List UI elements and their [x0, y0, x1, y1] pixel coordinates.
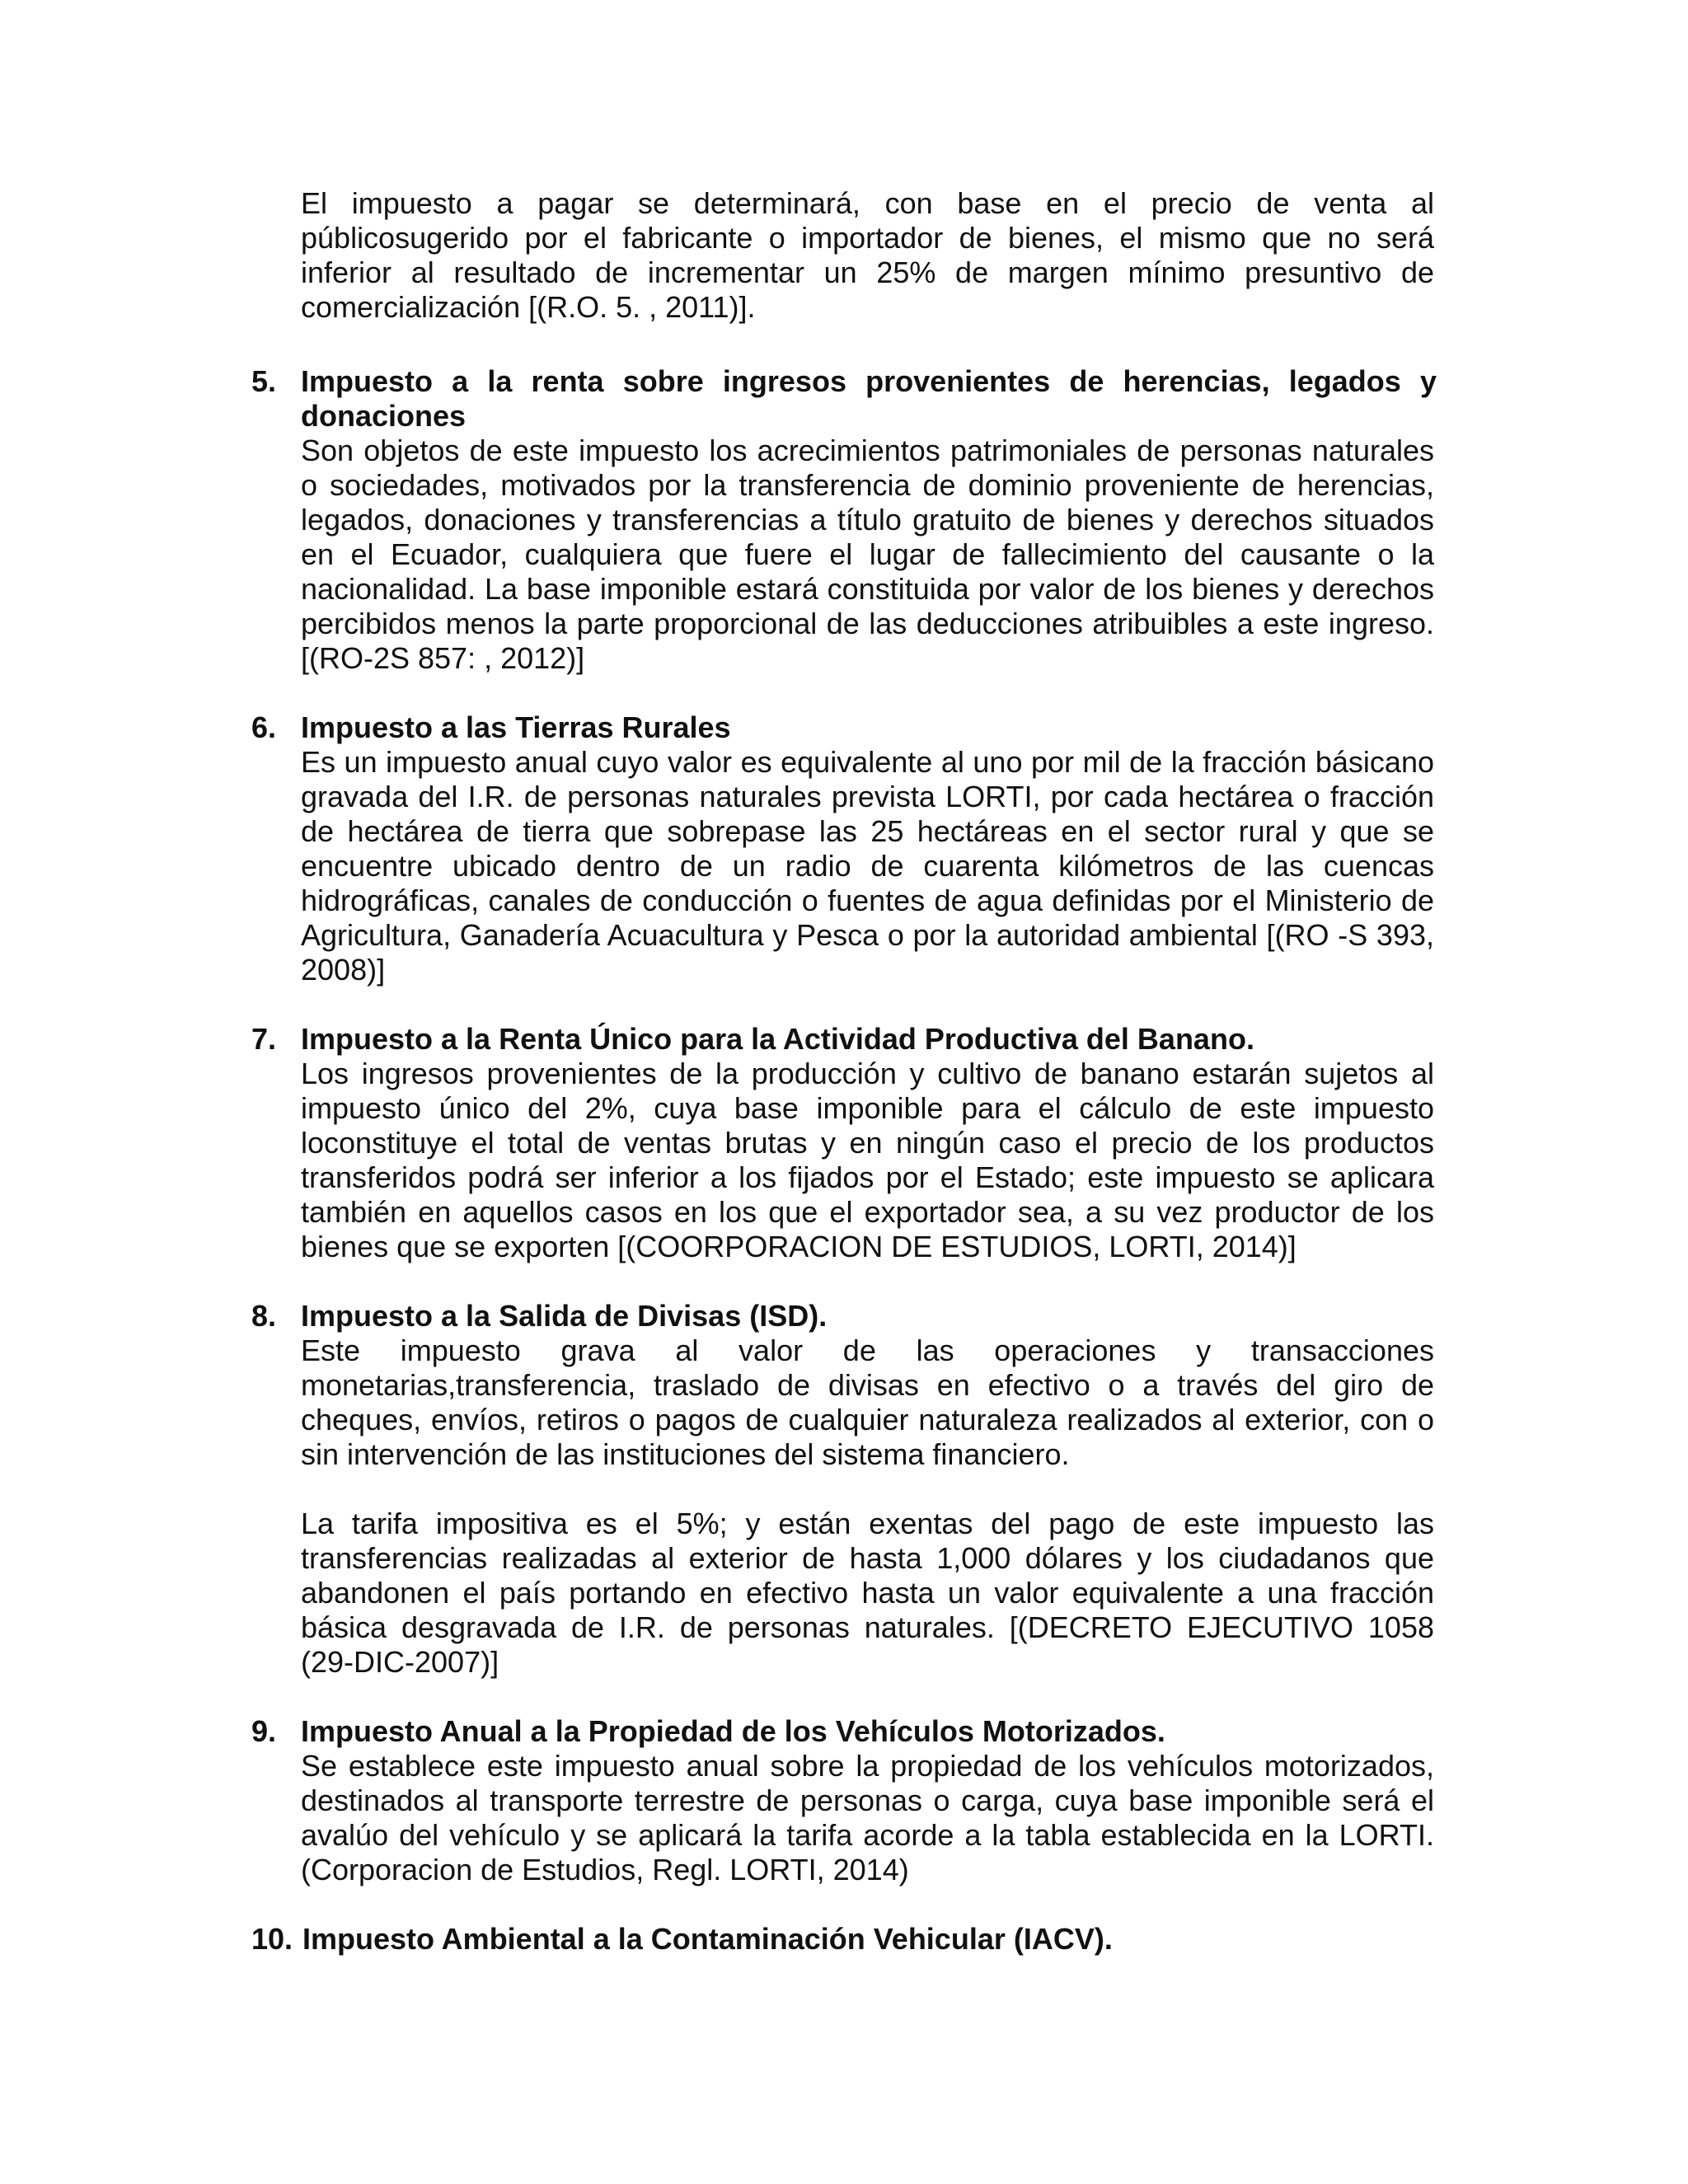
section-title: Impuesto Anual a la Propiedad de los Vehículos Motorizados.: [301, 1714, 1165, 1748]
section-heading-7: [251, 1022, 1438, 1057]
section-title: Impuesto a la renta sobre ingresos provenientes de herencias, legados y donaciones: [301, 364, 1437, 433]
section-title: Impuesto a la Salida de Divisas (ISD).: [301, 1299, 828, 1333]
section-number: 6.: [251, 710, 277, 744]
section-8-paragraph-1: Este impuesto grava al valor de las operaciones y transacciones monetarias,transferencia, traslado de divisas en efectivo o a través del giro de cheques, envíos, retiros o pagos de cualquier naturaleza realizados al exterior, con o sin intervención de las instituciones del sistema financiero.: [301, 1333, 1434, 1471]
section-heading-10: [251, 1922, 1438, 1957]
section-number: 8.: [251, 1299, 277, 1333]
section-6-paragraph: Es un impuesto anual cuyo valor es equivalente al uno por mil de la fracción básicano gravada del I.R. de personas naturales prevista LORTI, por cada hectárea o fracción de hectárea de tierra que sobrepase las 25 hectáreas en el sector rural y que se encuentre ubicado dentro de un radio de cuarenta kilómetros de las cuencas hidrográficas, canales de conducción o fuentes de agua definidas por el Ministerio de Agricultura, Ganadería Acuacultura y Pesca o por la autoridad ambiental [(RO -S 393, 2008)]: [301, 745, 1434, 987]
intro-paragraph: El impuesto a pagar se determinará, con base en el precio de venta al públicosugerido por el fabricante o importador de bienes, el mismo que no será inferior al resultado de incrementar un 25% de margen mínimo presuntivo de comercialización [(R.O. 5. , 2011)].: [301, 186, 1434, 324]
section-5-paragraph: Son objetos de este impuesto los acrecimientos patrimoniales de personas naturales o sociedades, motivados por la transferencia de dominio proveniente de herencias, legados, donaciones y transferencias a título gratuito de bienes y derechos situados en el Ecuador, cualquiera que fuere el lugar de fallecimiento del causante o la nacionalidad. La base imponible estará constituida por valor de los bienes y derechos percibidos menos la parte proporcional de las deducciones atribuibles a este ingreso. [(RO-2S 857: , 2012)]: [301, 434, 1434, 675]
section-number: 7.: [251, 1022, 277, 1056]
section-number: 5.: [251, 364, 277, 398]
section-number: 10.: [251, 1922, 293, 1956]
section-9-paragraph: Se establece este impuesto anual sobre la propiedad de los vehículos motorizados, destinados al transporte terrestre de personas o carga, cuya base imponible será el avalúo del vehículo y se aplicará la tarifa acorde a la tabla establecida en la LORTI. (Corporacion de Estudios, Regl. LORTI, 2014): [301, 1749, 1434, 1886]
section-heading-5: [251, 364, 1438, 434]
section-title: Impuesto a la Renta Único para la Actividad Productiva del Banano.: [301, 1022, 1254, 1056]
section-title: Impuesto a las Tierras Rurales: [301, 710, 731, 744]
section-title: Impuesto Ambiental a la Contaminación Vehicular (IACV).: [302, 1922, 1113, 1956]
section-7-paragraph: Los ingresos provenientes de la producción y cultivo de banano estarán sujetos al impuesto único del 2%, cuya base imponible para el cálculo de este impuesto loconstituye el total de ventas brutas y en ningún caso el precio de los productos transferidos podrá ser inferior a los fijados por el Estado; este impuesto se aplicara también en aquellos casos en los que el exportador sea, a su vez productor de los bienes que se exporten [(COORPORACION DE ESTUDIOS, LORTI, 2014)]: [301, 1057, 1434, 1263]
section-number: 9.: [251, 1714, 277, 1748]
section-8-paragraph-2: La tarifa impositiva es el 5%; y están exentas del pago de este impuesto las transferencias realizadas al exterior de hasta 1,000 dólares y los ciudadanos que abandonen el país portando en efectivo hasta un valor equivalente a una fracción básica desgravada de I.R. de personas naturales. [(DECRETO EJECUTIVO 1058 (29-DIC-2007)]: [301, 1507, 1434, 1679]
section-heading-8: [251, 1299, 1438, 1333]
section-heading-9: [251, 1714, 1438, 1749]
section-heading-6: [251, 710, 1438, 745]
